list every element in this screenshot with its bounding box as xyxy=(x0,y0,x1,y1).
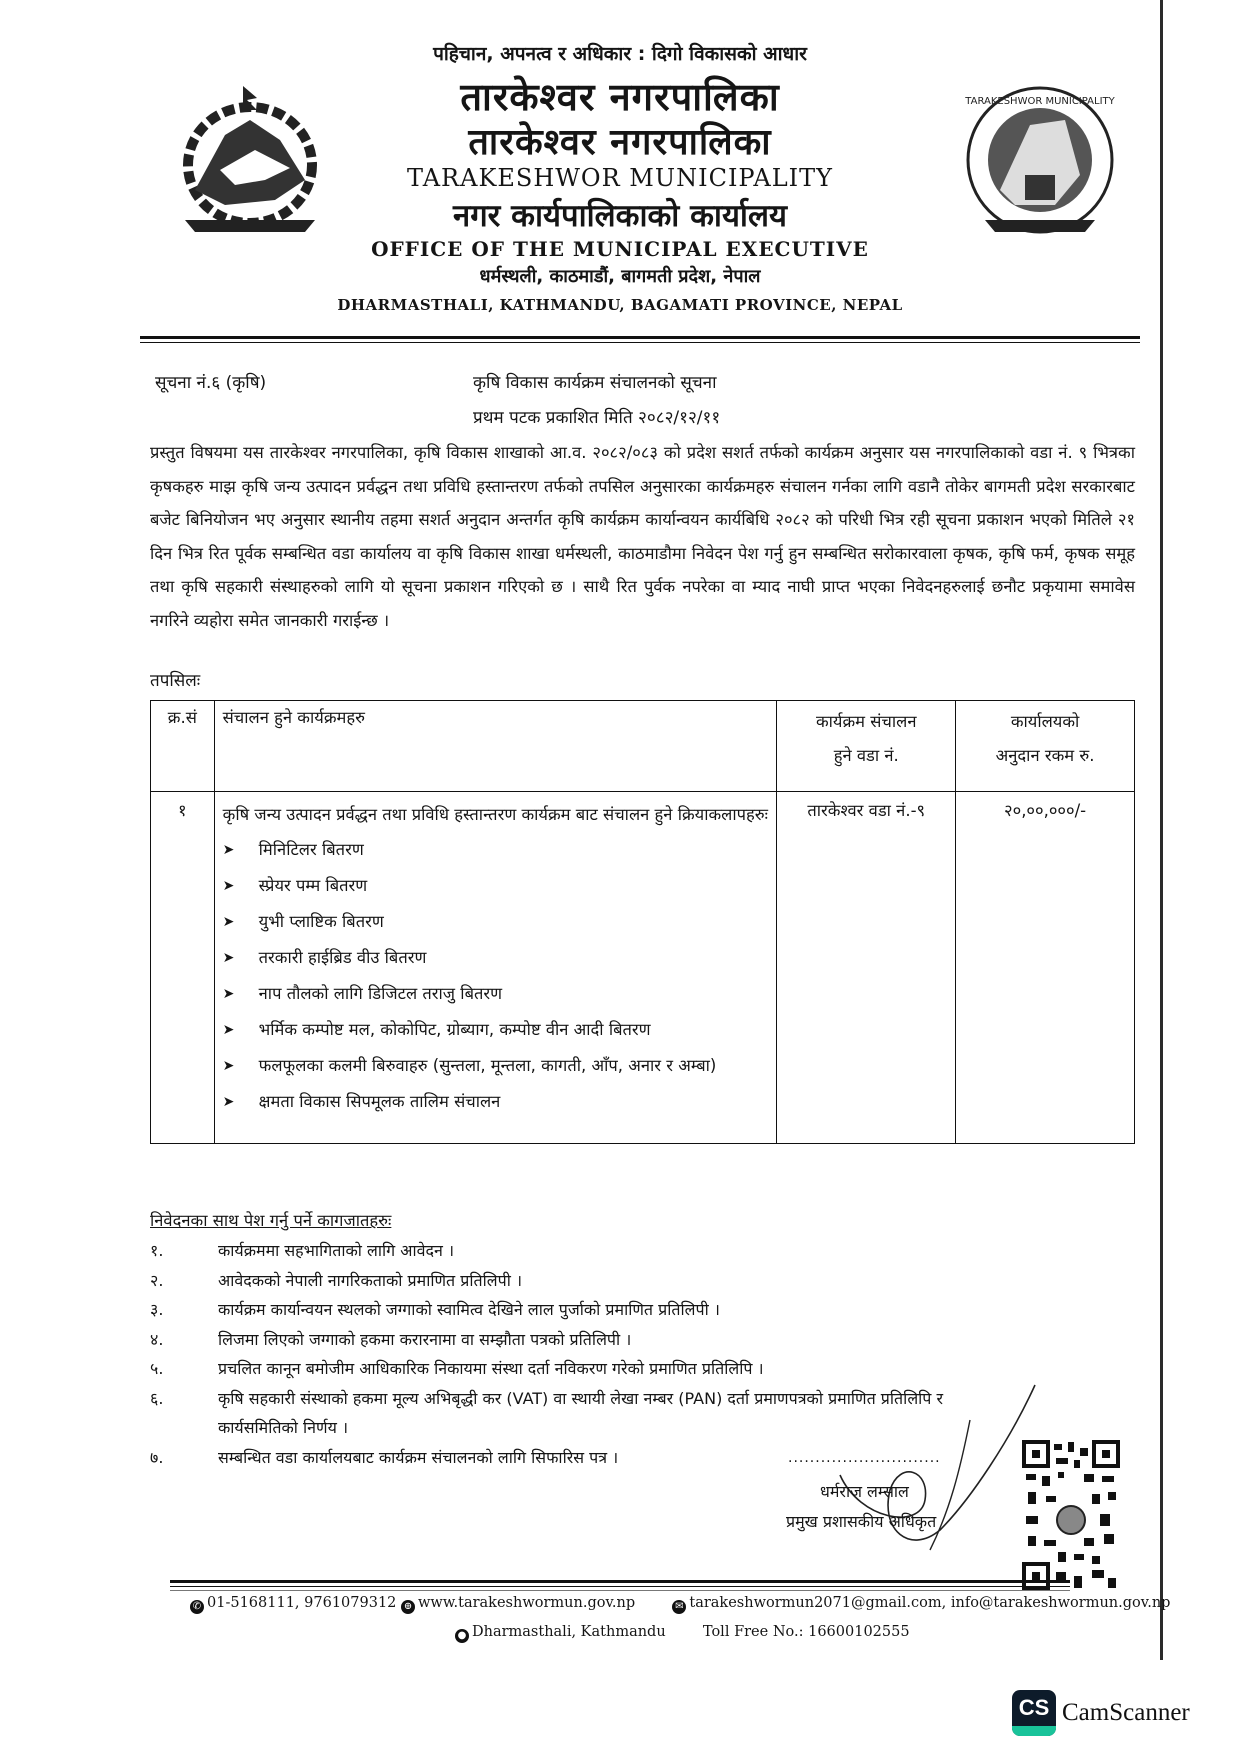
activity-item: ➤ मिनिटिलर बितरण xyxy=(223,832,769,868)
header-amount-line2: अनुदान रकम रु. xyxy=(995,746,1095,765)
footer-emails[interactable]: tarakeshwormun2071@gmail.com, info@tarakeshwormun.gov.np xyxy=(689,1595,1171,1611)
footer-location-line xyxy=(455,1624,910,1643)
document-item: २. आवेदकको नेपाली नागरिकताको प्रमाणित प्रतिलिपी । xyxy=(150,1270,523,1290)
municipality-title-np: तारकेश्वर नगरपालिका xyxy=(460,75,780,119)
arrow-bullet-icon: ➤ xyxy=(222,1094,235,1110)
footer-divider-thin xyxy=(170,1586,1070,1587)
arrow-bullet-icon: ➤ xyxy=(222,986,235,1002)
footer-phone: 01-5168111, 9761079312 xyxy=(207,1595,397,1611)
activity-item: ➤ युभी प्लाष्टिक बितरण xyxy=(223,904,769,940)
handwritten-signature xyxy=(820,1380,1050,1560)
header-program: संचालन हुने कार्यक्रमहरु xyxy=(214,701,777,792)
row-sn: १ xyxy=(151,792,215,1144)
arrow-bullet-icon: ➤ xyxy=(222,1022,235,1038)
municipality-title-np-stylized: तारकेश्वर नगरपालिका xyxy=(468,122,772,163)
camscanner-label: CamScanner xyxy=(1062,1699,1190,1726)
signatory-name: धर्मराज लम्साल xyxy=(820,1482,909,1501)
document-item: १. कार्यक्रममा सहभागिताको लागि आवेदन । xyxy=(150,1241,455,1260)
header-divider-thin xyxy=(140,342,1140,343)
activity-item: ➤ स्प्रेयर पम्म बितरण xyxy=(223,868,769,904)
header-ward xyxy=(777,701,956,792)
document-item: ६. कृषि सहकारी संस्थाको हकमा मूल्य अभिबृद्धी कर (VAT) वा स्थायी लेखा नम्बर (PAN) दर्ता प्रमाणपत्रको प्रमाणित प्रतिलिपि र कार्यसमितिको निर्णय । xyxy=(150,1388,944,1437)
municipality-seal-logo xyxy=(955,80,1125,240)
schedule-label: तपसिलः xyxy=(150,671,201,691)
footer-divider xyxy=(170,1580,1070,1583)
footer-location: Dharmasthali, Kathmandu xyxy=(472,1624,666,1640)
header-ward-line1: कार्यक्रम संचालन xyxy=(815,712,917,731)
svg-text:TARAKESHWOR MUNICIPALITY: TARAKESHWOR MUNICIPALITY xyxy=(965,96,1115,107)
arrow-bullet-icon: ➤ xyxy=(222,950,235,966)
table-row xyxy=(151,792,1135,1144)
nepal-emblem-logo xyxy=(165,80,335,240)
document-item: ३. कार्यक्रम कार्यान्वयन स्थलको जग्गाको स्वामित्व देखिने लाल पुर्जाको प्रमाणित प्रतिलिपी । xyxy=(150,1300,720,1319)
office-title-np: नगर कार्यपालिकाको कार्यालय xyxy=(453,198,787,234)
email-icon: ✉ xyxy=(672,1600,686,1614)
address-np: धर्मस्थली, काठमाडौं, बागमती प्रदेश, नेपाल xyxy=(479,266,761,287)
arrow-bullet-icon: ➤ xyxy=(222,878,235,894)
location-pin-icon: ● xyxy=(455,1629,469,1643)
activity-item: ➤ नाप तौलको लागि डिजिटल तराजु बितरण xyxy=(223,976,769,1012)
notice-title: कृषि विकास कार्यक्रम संचालनको सूचना xyxy=(473,373,717,393)
activity-item: ➤ फलफूलका कलमी बिरुवाहरु (सुन्तला, मून्तला, कागती, आँप, अनार र अम्बा) xyxy=(223,1048,769,1084)
header-ward-line2: हुने वडा नं. xyxy=(833,746,899,765)
document-item: ७. सम्बन्धित वडा कार्यालयबाट कार्यक्रम संचालनको लागि सिफारिस पत्र । xyxy=(150,1447,619,1467)
qr-code[interactable] xyxy=(1022,1440,1120,1590)
row-program xyxy=(214,792,777,1144)
globe-icon: ⊕ xyxy=(401,1600,415,1614)
header-amount-line1: कार्यालयको xyxy=(1010,712,1080,731)
office-title-en: OFFICE OF THE MUNICIPAL EXECUTIVE xyxy=(371,237,869,261)
municipality-title-en: TARAKESHWOR MUNICIPALITY xyxy=(407,164,833,192)
program-table xyxy=(150,700,1135,1144)
signature-line: ............................ xyxy=(788,1450,941,1466)
slogan: पहिचान, अपनत्व र अधिकार : दिगो विकासको आधार xyxy=(433,43,807,65)
footer-toll-free: Toll Free No.: 16600102555 xyxy=(702,1624,910,1640)
phone-icon: ✆ xyxy=(190,1600,204,1614)
document-item: ५. प्रचलित कानून बमोजीम आधिकारिक निकायमा संस्था दर्ता नविकरण गरेको प्रमाणित प्रतिलिपि । xyxy=(150,1359,764,1378)
address-en: DHARMASTHALI, KATHMANDU, BAGAMATI PROVINCE, NEPAL xyxy=(337,296,903,314)
activity-item: ➤ तरकारी हाईब्रिड वीउ बितरण xyxy=(223,940,769,976)
document-item: ४. लिजमा लिएको जग्गाको हकमा करारनामा वा सम्झौता पत्रको प्रतिलिपी । xyxy=(150,1329,632,1349)
header-sn: क्र.सं xyxy=(151,701,215,792)
row-program-description: कृषि जन्य उत्पादन प्रर्वद्धन तथा प्रविधि हस्तान्तरण कार्यक्रम बाट संचालन हुने क्रियाकलापहरुः xyxy=(222,805,768,824)
camscanner-logo-icon: CS xyxy=(1012,1690,1056,1736)
footer-contact-line xyxy=(190,1595,1170,1614)
notice-number: सूचना नं.६ (कृषि) xyxy=(155,373,267,393)
notice-published-date: प्रथम पटक प्रकाशित मिति २०८२/१२/११ xyxy=(473,408,721,428)
arrow-bullet-icon: ➤ xyxy=(222,914,235,930)
notice-body: प्रस्तुत विषयमा यस तारकेश्वर नगरपालिका, कृषि विकास शाखाको आ.व. २०८२/०८३ को प्रदेश सशर्त तर्फको कार्यक्रम अनुसार यस नगरपालिकाको वडा नं. ९ भित्रका कृषकहरु माझ कृषि जन्य उत्पादन प्रर्वद्धन तथा प्रविधि हस्तान्तरण तर्फको तपसिल अनुसारका कार्यक्रमहरु संचालन गर्नका लागि वडानै तोकेर बागमती प्रदेश सरकारबाट बजेट बिनियोजन भए अनुसार स्थानीय तहमा सशर्त अनुदान अन्तर्गत कृषि कार्यक्रम कार्यान्वयन कार्यबिधि २०८२ को परिधी भित्र रही सूचना प्रकाशन भएको मितिले २१ दिन भित्र रित पूर्वक सम्बन्धित वडा कार्यालय वा कृषि विकास शाखा धर्मस्थली, काठमाडौमा निवेदन पेश गर्नु हुन सम्बन्धित सरोकारवाला कृषक, कृषि फर्म, कृषक समूह तथा कृषि सहकारी संस्थाहरुको लागि यो सूचना प्रकाशन गरिएको छ । साथै रित पुर्वक नपरेका वा म्याद नाघी प्राप्त भएका निवेदनहरुलाई छनौट प्रकृयामा समावेस नगरिने व्यहोरा समेत जानकारी गराईन्छ । xyxy=(150,443,1135,630)
activity-list xyxy=(223,832,769,1120)
arrow-bullet-icon: ➤ xyxy=(222,842,235,858)
activity-item: ➤ क्षमता विकास सिपमूलक तालिम संचालन xyxy=(223,1084,769,1120)
footer-divider-faint xyxy=(170,1590,1070,1591)
signatory-title: प्रमुख प्रशासकीय अधिकृत xyxy=(786,1512,937,1531)
documents-title: निवेदनका साथ पेश गर्नु पर्ने कागजातहरुः xyxy=(150,1211,392,1230)
row-ward: तारकेश्वर वडा नं.-९ xyxy=(777,792,956,1144)
arrow-bullet-icon: ➤ xyxy=(222,1058,235,1074)
row-amount: २०,००,०००/- xyxy=(956,792,1135,1144)
footer-website[interactable]: www.tarakeshwormun.gov.np xyxy=(418,1595,636,1611)
activity-item: ➤ भर्मिक कम्पोष्ट मल, कोकोपिट, ग्रोब्याग, कम्पोष्ट वीन आदी बितरण xyxy=(223,1012,769,1048)
header-divider xyxy=(140,336,1140,339)
table-header-row xyxy=(151,701,1135,792)
header-amount xyxy=(956,701,1135,792)
